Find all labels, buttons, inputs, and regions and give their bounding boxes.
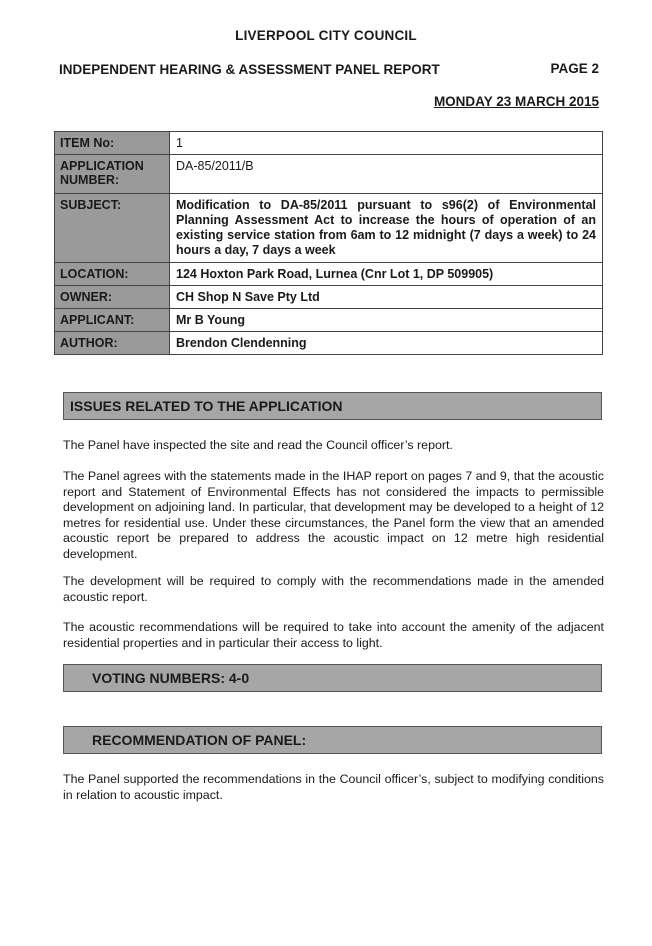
voting-numbers-heading: VOTING NUMBERS: 4-0 <box>63 664 602 692</box>
item-no-label: ITEM No: <box>55 132 170 155</box>
table-row <box>55 194 603 263</box>
table-row <box>55 132 603 155</box>
page-number: PAGE 2 <box>550 61 599 76</box>
application-number-label: APPLICATION NUMBER: <box>55 155 170 194</box>
location-value: 124 Hoxton Park Road, Lurnea (Cnr Lot 1, DP 509905) <box>170 263 603 286</box>
issues-paragraph: The Panel agrees with the statements made in the IHAP report on pages 7 and 9, that the acoustic report and Statement of Environmental Effects has not considered the impacts to permissible development on adjoining land. In particular, that development may be developed to a height of 12 metres for residential use. Under these circumstances, the Panel form the view that an amended acoustic report be prepared to address the acoustic impact on 12 metre high residential development. <box>63 469 604 561</box>
report-title: INDEPENDENT HEARING & ASSESSMENT PANEL REPORT <box>59 62 440 77</box>
applicant-label: APPLICANT: <box>55 309 170 332</box>
council-name: LIVERPOOL CITY COUNCIL <box>235 28 417 43</box>
location-label: LOCATION: <box>55 263 170 286</box>
table-row <box>55 263 603 286</box>
owner-value: CH Shop N Save Pty Ltd <box>170 286 603 309</box>
issues-paragraph: The Panel have inspected the site and read the Council officer’s report. <box>63 438 453 452</box>
recommendation-heading: RECOMMENDATION OF PANEL: <box>63 726 602 754</box>
author-value: Brendon Clendenning <box>170 332 603 355</box>
table-row <box>55 286 603 309</box>
issues-heading: ISSUES RELATED TO THE APPLICATION <box>63 392 602 420</box>
table-row <box>55 309 603 332</box>
meeting-date: MONDAY 23 MARCH 2015 <box>433 94 599 109</box>
issues-paragraph: The development will be required to comply with the recommendations made in the amended acoustic report. <box>63 574 604 604</box>
table-row <box>55 155 603 194</box>
issues-paragraph: The acoustic recommendations will be required to take into account the amenity of the adjacent residential properties and in particular their access to light. <box>63 620 604 650</box>
owner-label: OWNER: <box>55 286 170 309</box>
item-no-value: 1 <box>170 132 603 155</box>
applicant-value: Mr B Young <box>170 309 603 332</box>
application-details-table <box>54 131 603 355</box>
application-number-value: DA-85/2011/B <box>170 155 603 194</box>
author-label: AUTHOR: <box>55 332 170 355</box>
recommendation-text: The Panel supported the recommendations in the Council officer’s, subject to modifying conditions in relation to acoustic impact. <box>63 772 604 802</box>
subject-value: Modification to DA-85/2011 pursuant to s96(2) of Environmental Planning Assessment Act to increase the hours of operation of an existing service station from 6am to 12 midnight (7 days a week) to 24 hours a day, 7 days a week <box>170 194 603 263</box>
subject-label: SUBJECT: <box>55 194 170 263</box>
table-row <box>55 332 603 355</box>
